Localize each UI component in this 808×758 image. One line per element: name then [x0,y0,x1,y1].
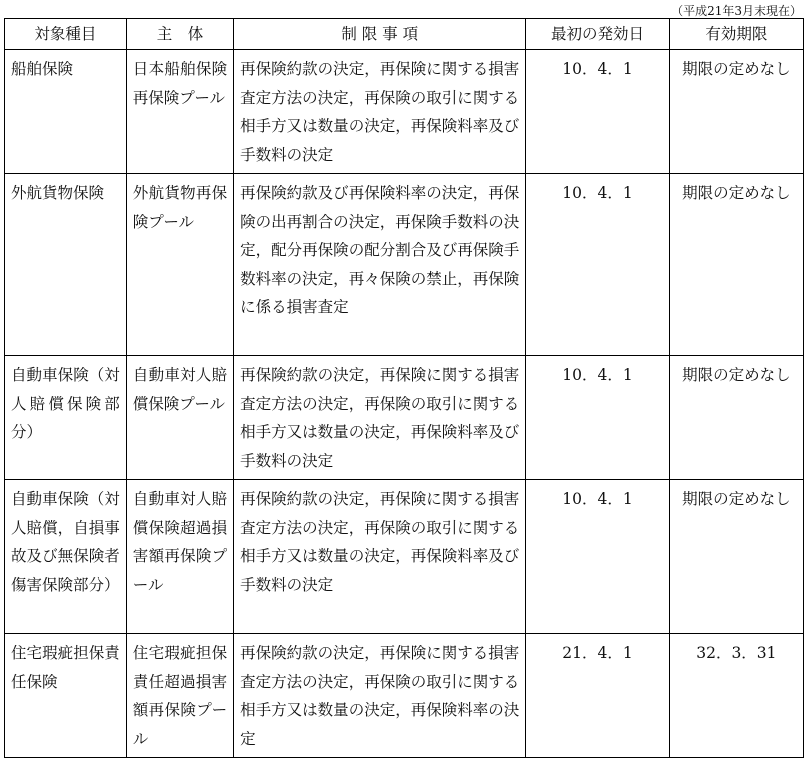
cell-restriction: 再保険約款の決定，再保険に関する損害査定方法の決定，再保険の取引に関する相手方又は数量の決定，再保険料率及び手数料の決定 [234,356,526,480]
header-row [5,19,804,50]
cell-entity: 住宅瑕疵担保責任超過損害額再保険プール [126,634,233,758]
cell-restriction: 再保険約款の決定，再保険に関する損害査定方法の決定，再保険の取引に関する相手方又は数量の決定，再保険料率の決定 [234,634,526,758]
table-row [5,480,804,634]
table-row [5,356,804,480]
cell-entity: 自動車対人賠償保険超過損害額再保険プール [126,480,233,634]
cell-first-effective: 10．4．1 [526,174,669,356]
cell-entity: 自動車対人賠償保険プール [126,356,233,480]
cell-first-effective: 10．4．1 [526,480,669,634]
cell-restriction: 再保険約款の決定，再保険に関する損害査定方法の決定，再保険の取引に関する相手方又は数量の決定，再保険料率及び手数料の決定 [234,50,526,174]
cell-validity: 期限の定めなし [669,356,803,480]
table-row [5,634,804,758]
cell-validity: 期限の定めなし [669,50,803,174]
cell-type: 住宅瑕疵担保責任保険 [5,634,127,758]
restriction-table [4,18,804,758]
cell-type: 自動車保険（対人賠償保険部分） [5,356,127,480]
header-validity: 有効期限 [669,19,803,50]
cell-entity: 外航貨物再保険プール [126,174,233,356]
cell-first-effective: 10．4．1 [526,356,669,480]
table-row [5,50,804,174]
cell-type: 自動車保険（対人賠償，自損事故及び無保険者傷害保険部分） [5,480,127,634]
header-first-effective: 最初の発効日 [526,19,669,50]
cell-type: 船舶保険 [5,50,127,174]
cell-validity: 32．3．31 [669,634,803,758]
as-of-note: （平成21年3月末現在） [671,4,802,18]
cell-restriction: 再保険約款の決定，再保険に関する損害査定方法の決定，再保険の取引に関する相手方又は数量の決定，再保険料率及び手数料の決定 [234,480,526,634]
cell-validity: 期限の定めなし [669,480,803,634]
cell-entity: 日本船舶保険再保険プール [126,50,233,174]
table-row [5,174,804,356]
cell-first-effective: 10．4．1 [526,50,669,174]
cell-type: 外航貨物保険 [5,174,127,356]
header-entity: 主 体 [126,19,233,50]
cell-restriction: 再保険約款及び再保険料率の決定，再保険の出再割合の決定，再保険手数料の決定，配分再保険の配分割合及び再保険手数料率の決定，再々保険の禁止，再保険に係る損害査定 [234,174,526,356]
header-restriction: 制 限 事 項 [234,19,526,50]
header-type: 対象種目 [5,19,127,50]
cell-validity: 期限の定めなし [669,174,803,356]
cell-first-effective: 21．4．1 [526,634,669,758]
